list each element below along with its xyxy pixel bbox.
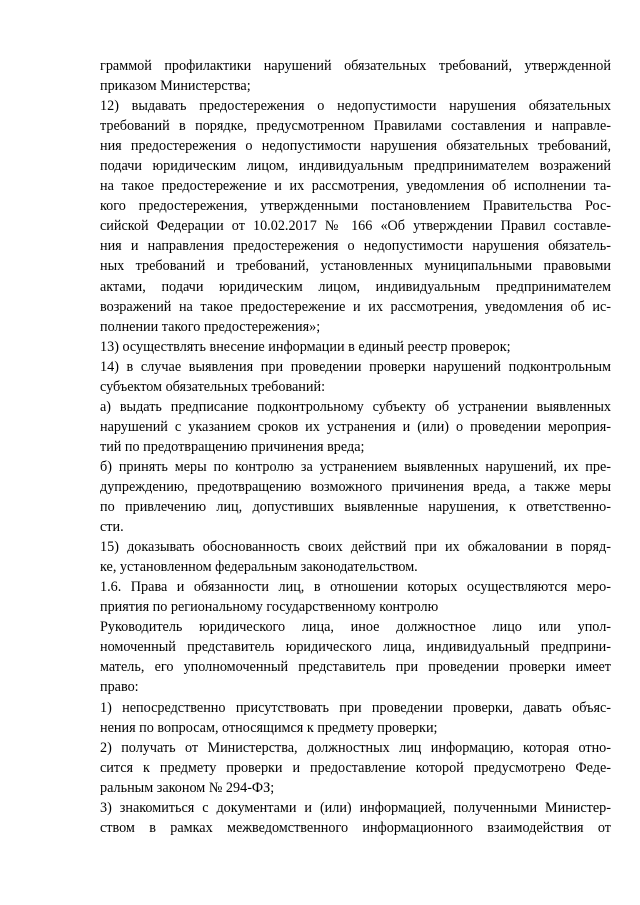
text-line: на такое предостережение и их рассмотрения, уведомления об исполнении та- [100,178,611,195]
text-line: 12) выдавать предостережения о недопустимости нарушения обязательных [100,98,611,115]
text-line: дупреждению, предотвращению возможного причинения вреда, а также меры [100,478,611,495]
text-line: сийской Федерации от 10.02.2017 № 166 «Об утверждении Правил составле- [100,218,611,235]
text-line: право: [100,679,139,696]
text-line: граммой профилактики нарушений обязательных требований, утвержденной [100,58,611,74]
text-line: 1) непосредственно присутствовать при проведении проверки, давать объяс- [100,699,611,716]
text-line: номоченный представитель юридического лица, индивидуальный предприни- [100,639,611,656]
text-line: б) принять меры по контролю за устранением выявленных нарушений, их пре- [100,458,611,475]
text-line: подачи юридическим лицом, индивидуальным предпринимателем возражений [100,158,611,175]
text-line: ных требований и требований, установленных муниципальными правовыми [100,258,611,275]
text-line: нения по вопросам, относящимся к предмету проверки; [100,719,438,736]
text-line: полнении такого предостережения»; [100,318,321,335]
section-heading-line: приятия по региональному государственному контролю [100,599,439,616]
text-line: а) выдать предписание подконтрольному субъекту об устранении выявленных [100,398,611,415]
text-line: 3) знакомиться с документами и (или) информацией, полученными Министер- [100,799,611,816]
document-body [100,56,611,838]
text-line: ке, установленном федеральным законодательством. [100,559,418,576]
section-heading-line: 1.6. Права и обязанности лиц, в отношении которых осуществляются меро- [100,579,611,596]
text-line: 15) доказывать обоснованность своих действий при их обжаловании в поряд- [100,539,611,556]
text-line: сится к предмету проверки и предоставление которой предусмотрено Феде- [100,759,611,776]
text-line: возражений на такое предостережение и их рассмотрения, уведомления об ис- [100,298,611,315]
text-line: ния и направления предостережения о недопустимости нарушения обязатель- [100,238,611,255]
text-line: субъектом обязательных требований: [100,378,326,395]
text-line: актами, подачи юридическим лицом, индивидуальным предпринимателем [100,278,611,295]
text-line: матель, его уполномоченный представитель при проведении проверки имеет [100,659,611,676]
text-line: Руководитель юридического лица, иное должностное лицо или упол- [100,619,611,636]
text-line: ством в рамках межведомственного информационного взаимодействия от [100,819,611,836]
text-line: по привлечению лиц, допустивших выявленные нарушения, к ответственно- [100,499,611,516]
text-line: нарушений с указанием сроков их устранения и (или) о проведении мероприя- [100,418,611,435]
text-line: ральным законом № 294-ФЗ; [100,779,275,796]
text-line: 2) получать от Министерства, должностных лиц информацию, которая отно- [100,739,611,756]
text-line: кого предостережения, утвержденными постановлением Правительства Рос- [100,198,611,215]
text-line: ния предостережения о недопустимости нарушения обязательных требований, [100,138,611,155]
text-line: сти. [100,519,124,536]
text-line: 13) осуществлять внесение информации в единый реестр проверок; [100,338,511,355]
text-line: 14) в случае выявления при проведении проверки нарушений подконтрольным [100,358,611,375]
text-line: тий по предотвращению причинения вреда; [100,438,365,455]
text-line: приказом Министерства; [100,78,251,95]
text-line: требований в порядке, предусмотренном Правилами составления и направле- [100,118,611,135]
